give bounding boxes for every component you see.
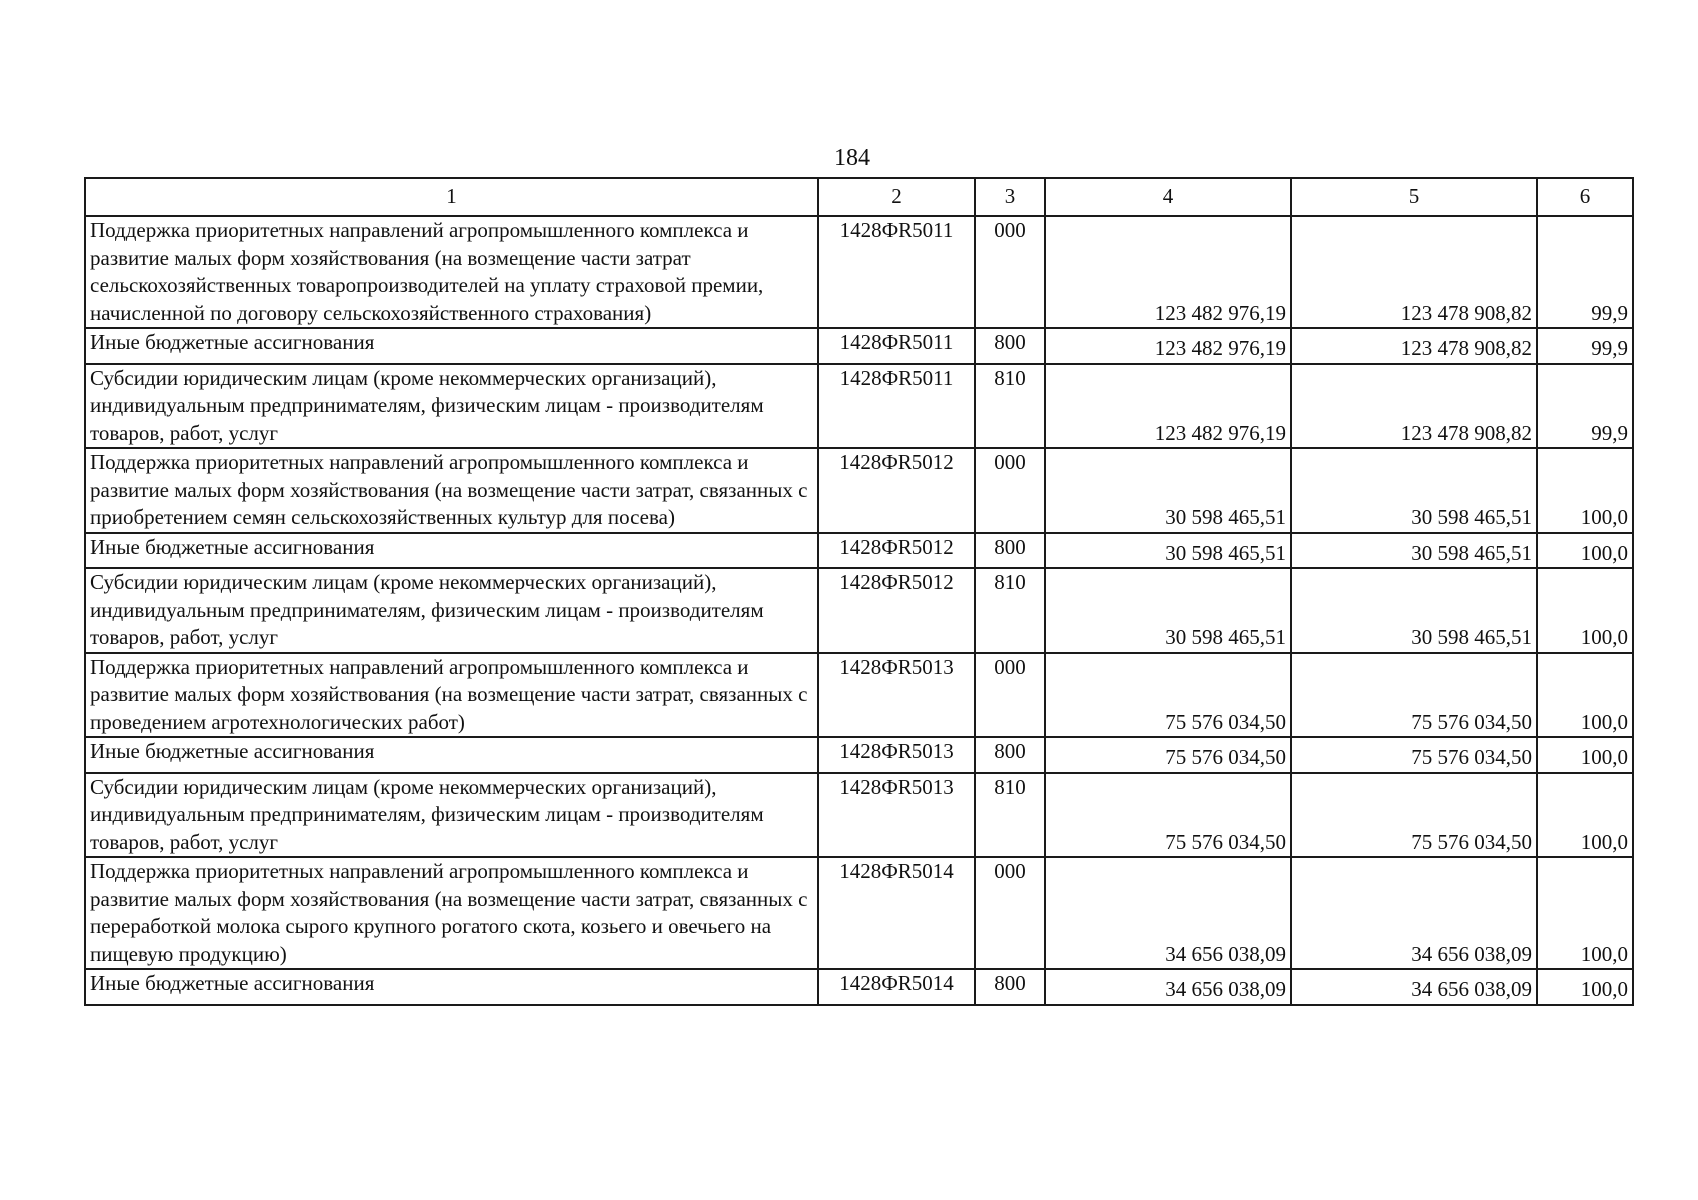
row-code: 1428ФR5014 <box>818 857 975 969</box>
row-percent: 100,0 <box>1537 773 1633 858</box>
row-name: Поддержка приоритетных направлений агропромышленного комплекса и развитие малых форм хозяйствования (на возмещение части затрат, связанных с проведением агротехнологических работ) <box>85 653 818 738</box>
row-name: Поддержка приоритетных направлений агропромышленного комплекса и развитие малых форм хозяйствования (на возмещение части затрат сельскохозяйственных товаропроизводителей на уплату страховой премии, начисленной по договору сельскохозяйственного страхования) <box>85 216 818 328</box>
row-planned: 30 598 465,51 <box>1045 568 1291 653</box>
row-percent: 100,0 <box>1537 568 1633 653</box>
row-executed: 30 598 465,51 <box>1291 533 1537 569</box>
row-code: 1428ФR5012 <box>818 568 975 653</box>
row-executed: 34 656 038,09 <box>1291 969 1537 1005</box>
row-planned: 34 656 038,09 <box>1045 857 1291 969</box>
row-planned: 123 482 976,19 <box>1045 216 1291 328</box>
row-executed: 30 598 465,51 <box>1291 448 1537 533</box>
row-executed: 30 598 465,51 <box>1291 568 1537 653</box>
row-name: Иные бюджетные ассигнования <box>85 328 818 364</box>
row-code: 1428ФR5011 <box>818 216 975 328</box>
row-executed: 123 478 908,82 <box>1291 364 1537 449</box>
row-code: 1428ФR5011 <box>818 328 975 364</box>
row-code: 1428ФR5013 <box>818 653 975 738</box>
header-col-3: 3 <box>975 178 1045 216</box>
row-planned: 75 576 034,50 <box>1045 737 1291 773</box>
row-percent: 100,0 <box>1537 857 1633 969</box>
row-type: 810 <box>975 773 1045 858</box>
row-percent: 100,0 <box>1537 533 1633 569</box>
row-code: 1428ФR5012 <box>818 533 975 569</box>
row-planned: 30 598 465,51 <box>1045 448 1291 533</box>
table-row <box>85 364 1633 449</box>
table-row <box>85 653 1633 738</box>
page-number: 184 <box>834 145 870 171</box>
row-type: 800 <box>975 737 1045 773</box>
row-name: Субсидии юридическим лицам (кроме некоммерческих организаций), индивидуальным предпринимателям, физическим лицам - производителям товаров, работ, услуг <box>85 364 818 449</box>
row-executed: 34 656 038,09 <box>1291 857 1537 969</box>
budget-table <box>84 177 1634 1006</box>
row-type: 000 <box>975 216 1045 328</box>
row-percent: 99,9 <box>1537 364 1633 449</box>
row-planned: 34 656 038,09 <box>1045 969 1291 1005</box>
row-planned: 75 576 034,50 <box>1045 653 1291 738</box>
row-code: 1428ФR5013 <box>818 773 975 858</box>
row-type: 800 <box>975 969 1045 1005</box>
row-percent: 100,0 <box>1537 653 1633 738</box>
row-code: 1428ФR5011 <box>818 364 975 449</box>
row-type: 810 <box>975 568 1045 653</box>
table-row <box>85 216 1633 328</box>
row-type: 000 <box>975 857 1045 969</box>
row-executed: 123 478 908,82 <box>1291 216 1537 328</box>
row-percent: 100,0 <box>1537 969 1633 1005</box>
row-name: Иные бюджетные ассигнования <box>85 533 818 569</box>
row-percent: 99,9 <box>1537 328 1633 364</box>
row-type: 800 <box>975 533 1045 569</box>
row-code: 1428ФR5014 <box>818 969 975 1005</box>
row-planned: 75 576 034,50 <box>1045 773 1291 858</box>
row-percent: 99,9 <box>1537 216 1633 328</box>
row-type: 000 <box>975 653 1045 738</box>
row-name: Поддержка приоритетных направлений агропромышленного комплекса и развитие малых форм хозяйствования (на возмещение части затрат, связанных с переработкой молока сырого крупного рогатого скота, козьего и овечьего на пищевую продукцию) <box>85 857 818 969</box>
row-name: Субсидии юридическим лицам (кроме некоммерческих организаций), индивидуальным предпринимателям, физическим лицам - производителям товаров, работ, услуг <box>85 773 818 858</box>
table-row <box>85 328 1633 364</box>
row-name: Поддержка приоритетных направлений агропромышленного комплекса и развитие малых форм хозяйствования (на возмещение части затрат, связанных с приобретением семян сельскохозяйственных культур для посева) <box>85 448 818 533</box>
row-name: Иные бюджетные ассигнования <box>85 737 818 773</box>
header-col-6: 6 <box>1537 178 1633 216</box>
table-row <box>85 969 1633 1005</box>
row-planned: 123 482 976,19 <box>1045 328 1291 364</box>
header-col-4: 4 <box>1045 178 1291 216</box>
header-col-2: 2 <box>818 178 975 216</box>
header-col-1: 1 <box>85 178 818 216</box>
table-row <box>85 737 1633 773</box>
table-row <box>85 568 1633 653</box>
row-type: 000 <box>975 448 1045 533</box>
row-type: 810 <box>975 364 1045 449</box>
table-row <box>85 773 1633 858</box>
row-planned: 123 482 976,19 <box>1045 364 1291 449</box>
row-code: 1428ФR5012 <box>818 448 975 533</box>
row-name: Иные бюджетные ассигнования <box>85 969 818 1005</box>
header-col-5: 5 <box>1291 178 1537 216</box>
table-row <box>85 857 1633 969</box>
row-executed: 75 576 034,50 <box>1291 773 1537 858</box>
table-row <box>85 533 1633 569</box>
row-executed: 123 478 908,82 <box>1291 328 1537 364</box>
row-executed: 75 576 034,50 <box>1291 737 1537 773</box>
row-executed: 75 576 034,50 <box>1291 653 1537 738</box>
row-code: 1428ФR5013 <box>818 737 975 773</box>
row-type: 800 <box>975 328 1045 364</box>
row-planned: 30 598 465,51 <box>1045 533 1291 569</box>
row-percent: 100,0 <box>1537 448 1633 533</box>
row-percent: 100,0 <box>1537 737 1633 773</box>
row-name: Субсидии юридическим лицам (кроме некоммерческих организаций), индивидуальным предпринимателям, физическим лицам - производителям товаров, работ, услуг <box>85 568 818 653</box>
header-row <box>85 178 1633 216</box>
table-row <box>85 448 1633 533</box>
